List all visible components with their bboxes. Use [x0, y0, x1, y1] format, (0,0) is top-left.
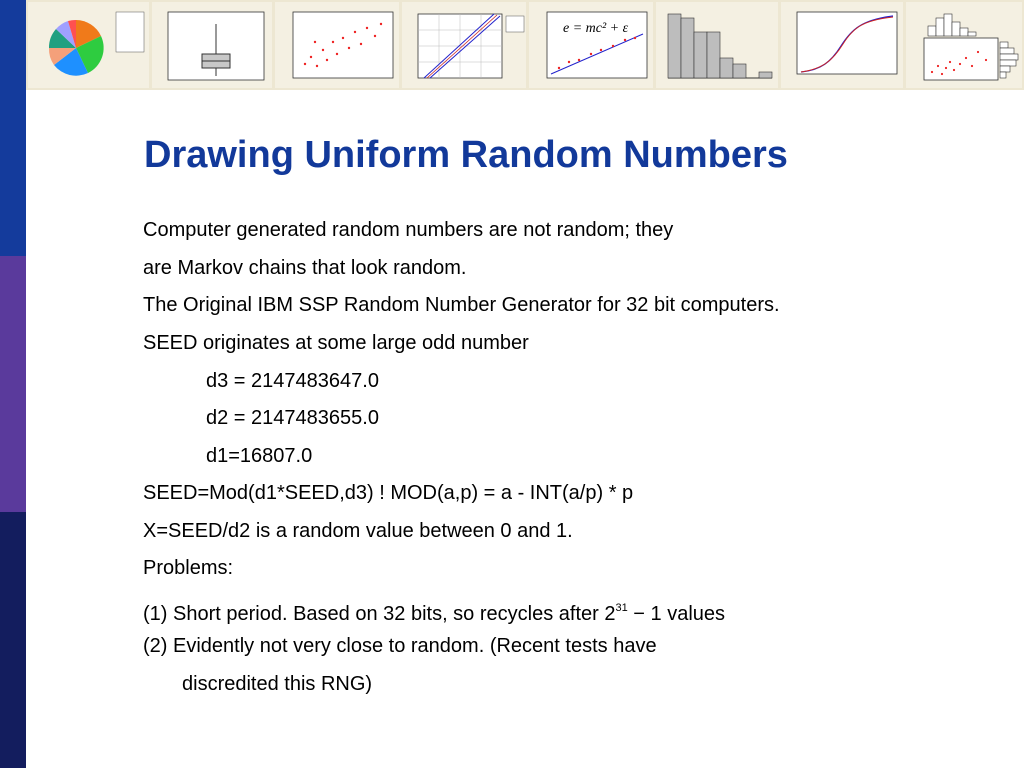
- cdf-thumbnail: [781, 2, 903, 88]
- body-line-3: The Original IBM SSP Random Number Generator for 32 bit computers.: [143, 294, 780, 316]
- sidebar-segment-top: [0, 0, 26, 256]
- constant-d1: d1=16807.0: [206, 445, 313, 467]
- problem-2-continuation: discredited this RNG): [182, 673, 373, 695]
- box-plot-thumbnail: [152, 2, 272, 88]
- histogram-thumbnail: [656, 2, 778, 88]
- exponent-31: 31: [615, 602, 628, 614]
- constant-d3: d3 = 2147483647.0: [206, 370, 379, 392]
- constant-d2: d2 = 2147483655.0: [206, 407, 379, 429]
- chart-thumbnail-banner: [26, 0, 1024, 90]
- probability-plot-thumbnail: [402, 2, 526, 88]
- formula-text: e = mc² + ε: [563, 21, 629, 36]
- sidebar-stripe: [0, 0, 26, 768]
- problem-1-line: [143, 596, 725, 626]
- problems-heading: Problems:: [143, 557, 234, 579]
- slide-title: Drawing Uniform Random Numbers: [144, 134, 788, 176]
- sidebar-segment-middle: [0, 256, 26, 512]
- marginal-plot-thumbnail: [906, 2, 1022, 88]
- regression-thumbnail: [529, 2, 653, 88]
- problem-1-text: (1) Short period. Based on 32 bits, so recycles after 2: [143, 603, 616, 625]
- body-line-2: are Markov chains that look random.: [143, 257, 467, 279]
- seed-formula-line: SEED=Mod(d1*SEED,d3) ! MOD(a,p) = a - INT(a/p) * p: [143, 482, 634, 504]
- body-line-4: SEED originates at some large odd number: [143, 332, 529, 354]
- problem-2-line: (2) Evidently not very close to random. (Recent tests have: [143, 635, 657, 657]
- x-value-line: X=SEED/d2 is a random value between 0 and 1.: [143, 520, 573, 542]
- body-line-1: Computer generated random numbers are not random; they: [143, 219, 674, 241]
- problem-1-tail: − 1 values: [633, 603, 726, 625]
- pie-chart-thumbnail: [28, 2, 149, 88]
- scatterplot-thumbnail: [275, 2, 399, 88]
- sidebar-segment-bottom: [0, 512, 26, 768]
